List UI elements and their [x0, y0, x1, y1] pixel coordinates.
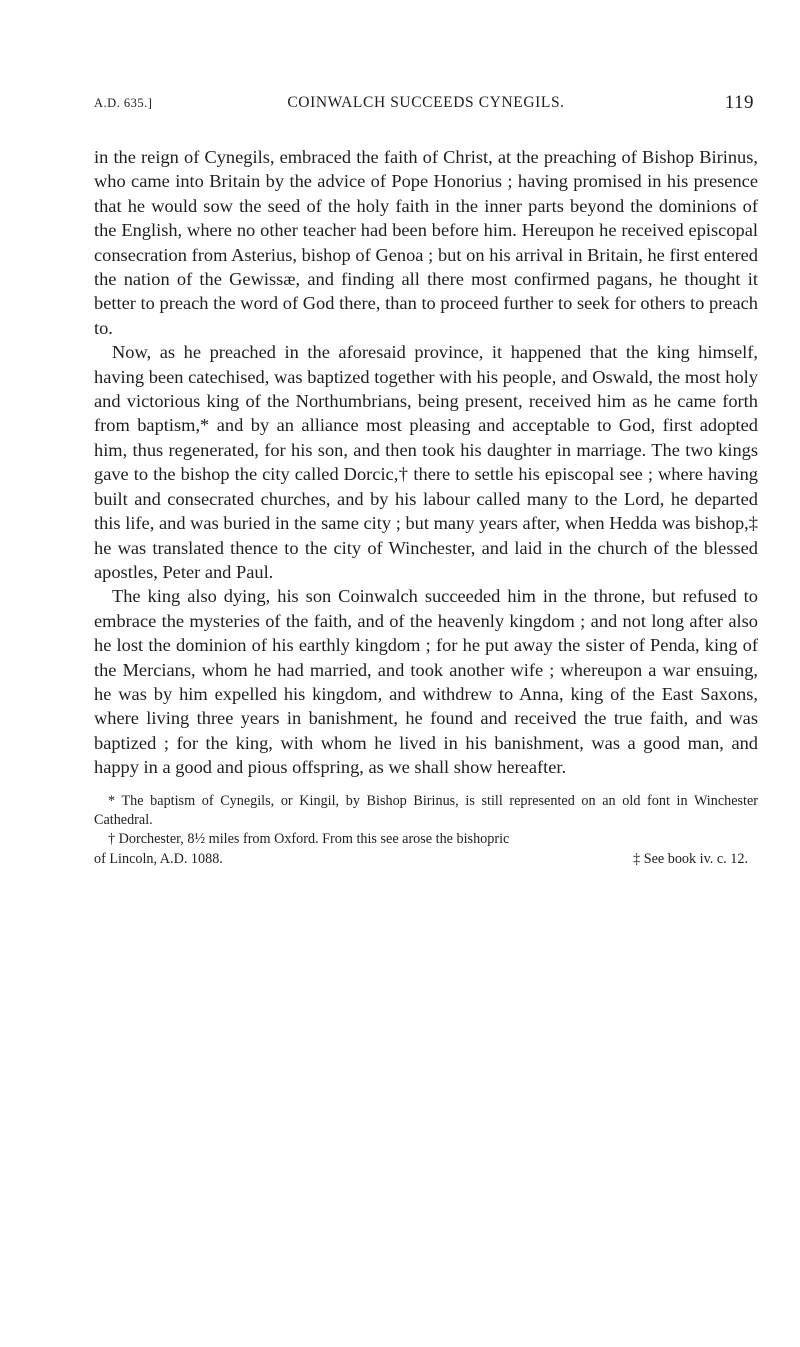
- book-page: [94, 92, 758, 869]
- page-number: 119: [724, 92, 754, 113]
- body-text: [94, 145, 758, 780]
- paragraph-1: in the reign of Cynegils, embraced the faith of Christ, at the preaching of Bishop Birinus, who came into Britain by the advice of Pope Honorius ; having promised in his presence that he would sow the seed of the holy faith in the inner parts beyond the dominions of the English, where no other teacher had been before him. Hereupon he received episcopal consecration from Asterius, bishop of Genoa ; but on his arrival in Britain, he first entered the nation of the Gewissæ, and finding all there most confirmed pagans, he thought it better to preach the word of God there, than to proceed further to seek for others to preach to.: [94, 147, 758, 338]
- running-head-title: COINWALCH SUCCEEDS CYNEGILS.: [287, 94, 565, 111]
- footnote-2-continuation: of Lincoln, A.D. 1088.: [94, 850, 223, 867]
- running-head: [94, 92, 758, 120]
- paragraph-2: Now, as he preached in the aforesaid province, it happened that the king himself, having been catechised, was baptized together with his people, and Oswald, the most holy and victorious king of the Northumbrians, being present, received him as he came forth from baptism,* and by an alliance most pleasing and acceptable to God, first adopted him, thus regenerated, for his son, and then took his daughter in marriage. The two kings gave to the bishop the city called Dorcic,† there to settle his episcopal see ; where having built and consecrated churches, and by his labour called many to the Lord, he departed this life, and was buried in the same city ; but many years after, when Hedda was bishop,‡ he was translated thence to the city of Winchester, and laid in the church of the blessed apostles, Peter and Paul.: [94, 342, 758, 582]
- running-head-date: A.D. 635.]: [94, 96, 153, 110]
- footnote-row: [94, 850, 758, 869]
- footnote-3: ‡ See book iv. c. 12.: [633, 850, 748, 867]
- footnote-1: * The baptism of Cynegils, or Kingil, by Bishop Birinus, is still represented on an old font in Winchester Cathedral.: [94, 792, 758, 828]
- footnote-2: † Dorchester, 8½ miles from Oxford. From this see arose the bishopric: [108, 831, 510, 848]
- paragraph-3: The king also dying, his son Coinwalch succeeded him in the throne, but refused to embrace the mysteries of the faith, and of the heavenly kingdom ; and not long after also he lost the dominion of his earthly kingdom ; for he put away the sister of Penda, king of the Mercians, whom he had married, and took another wife ; whereupon a war ensuing, he was by him expelled his kingdom, and withdrew to Anna, king of the East Saxons, where living three years in banishment, he found and received the true faith, and was baptized ; for the king, with whom he lived in his banishment, was a good man, and happy in a good and pious offspring, as we shall show hereafter.: [94, 586, 758, 778]
- footnotes: [94, 792, 758, 870]
